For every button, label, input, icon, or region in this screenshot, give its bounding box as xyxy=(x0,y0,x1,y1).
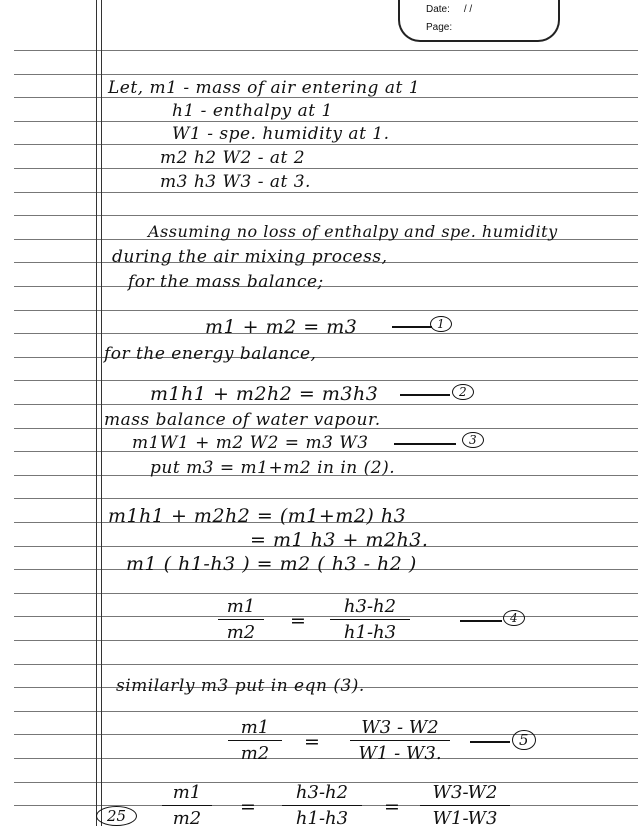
page-label: Page: xyxy=(426,22,453,33)
assume-line-2: during the air mixing process, xyxy=(112,247,388,267)
def-line-3: W1 - spe. humidity at 1. xyxy=(172,124,390,144)
similarly-line: similarly m3 put in eqn (3). xyxy=(116,676,365,696)
eq6-lhs-fraction: m1 m2 xyxy=(162,782,212,829)
equation-number-2: 2 xyxy=(452,384,474,400)
eq5-lhs-fraction: m1 m2 xyxy=(228,717,282,764)
ruled-line xyxy=(14,664,638,665)
ruled-line xyxy=(14,74,638,75)
eq4-rhs-fraction: h3-h2 h1-h3 xyxy=(330,596,410,643)
eq6-mid-fraction: h3-h2 h1-h3 xyxy=(282,782,362,829)
def-line-2: h1 - enthalpy at 1 xyxy=(172,101,333,121)
derivation-line-3: m1 ( h1-h3 ) = m2 ( h3 - h2 ) xyxy=(126,553,417,575)
eq5-equals: = xyxy=(304,731,321,753)
water-balance-heading: mass balance of water vapour. xyxy=(104,410,381,430)
equation-number-5: 5 xyxy=(512,730,536,750)
ruled-line xyxy=(14,758,638,759)
date-page-box xyxy=(398,0,560,42)
ruled-line xyxy=(14,121,638,122)
equation-number-1: 1 xyxy=(430,316,452,332)
def-line-5: m3 h3 W3 - at 3. xyxy=(160,172,311,192)
ruled-line xyxy=(14,498,638,499)
ruled-line xyxy=(14,593,638,594)
equation-number-3: 3 xyxy=(462,432,484,448)
derivation-line-1: m1h1 + m2h2 = (m1+m2) h3 xyxy=(108,505,407,527)
ruled-line xyxy=(14,380,638,381)
ruled-line xyxy=(14,168,638,169)
def-line-4: m2 h2 W2 - at 2 xyxy=(160,148,306,168)
ruled-line xyxy=(14,144,638,145)
ruled-line xyxy=(14,215,638,216)
margin-line-inner xyxy=(101,0,102,826)
assume-line-3: for the mass balance; xyxy=(128,272,324,292)
equation-3: m1W1 + m2 W2 = m3 W3 xyxy=(132,433,369,453)
energy-balance-heading: for the energy balance, xyxy=(104,344,317,364)
ruled-line xyxy=(14,711,638,712)
ruled-line xyxy=(14,310,638,311)
derivation-line-2: = m1 h3 + m2h3. xyxy=(250,529,429,551)
margin-line xyxy=(96,0,97,826)
equation-2: m1h1 + m2h2 = m3h3 xyxy=(150,383,379,405)
eq6-rhs-fraction: W3-W2 W1-W3 xyxy=(420,782,510,829)
substitution-line: put m3 = m1+m2 in in (2). xyxy=(150,458,396,478)
eq4-equals: = xyxy=(290,610,307,632)
date-label: Date: xyxy=(426,4,450,15)
date-value: / / xyxy=(463,4,473,15)
ruled-line xyxy=(14,286,638,287)
page-number-badge: 25 xyxy=(96,806,137,826)
ruled-line xyxy=(14,734,638,735)
ruled-line xyxy=(14,640,638,641)
eq5-rhs-fraction: W3 - W2 W1 - W3. xyxy=(350,717,450,764)
equation-number-4: 4 xyxy=(503,610,525,626)
ruled-line xyxy=(14,616,638,617)
ruled-line xyxy=(14,50,638,51)
ruled-line xyxy=(14,192,638,193)
equation-1: m1 + m2 = m3 xyxy=(205,316,358,338)
eq4-lhs-fraction: m1 m2 xyxy=(218,596,264,643)
notebook-page: Date: / / Page: Let, m1 - mass of air entering at 1 h1 - enthalpy at 1 W1 - spe. humidity at 1. m2 h2 W2 - at 2 m3 h3 W3 - at 3. Assuming no loss of enthalpy and spe. humidity during the air mixing process, for the mass balance; m1 + m2 = m3 1 for the energy balance, m1h1 + m2h2 = m3h3 2 mass balance of water vapour. m1W1 + m2 W2 = m3 W3 3 put m3 = m1+m2 in in (2). m1h1 + m2h2 = (m1+m2) h3 = m1 h3 + m2h3. m1 ( h1-h3 ) = m2 ( h3 - h2 ) m1 m2 = h3-h2 h1-h3 4 similarly m3 put in eqn (3). m1 m2 = W3 - W2 W1 - W3. 5 m1 m2 = h3-h2 h1-h3 = W3-W2 W1-W3 25 xyxy=(0,0,638,826)
assume-line-1: Assuming no loss of enthalpy and spe. humidity xyxy=(148,222,558,241)
def-line-1: Let, m1 - mass of air entering at 1 xyxy=(108,78,421,98)
